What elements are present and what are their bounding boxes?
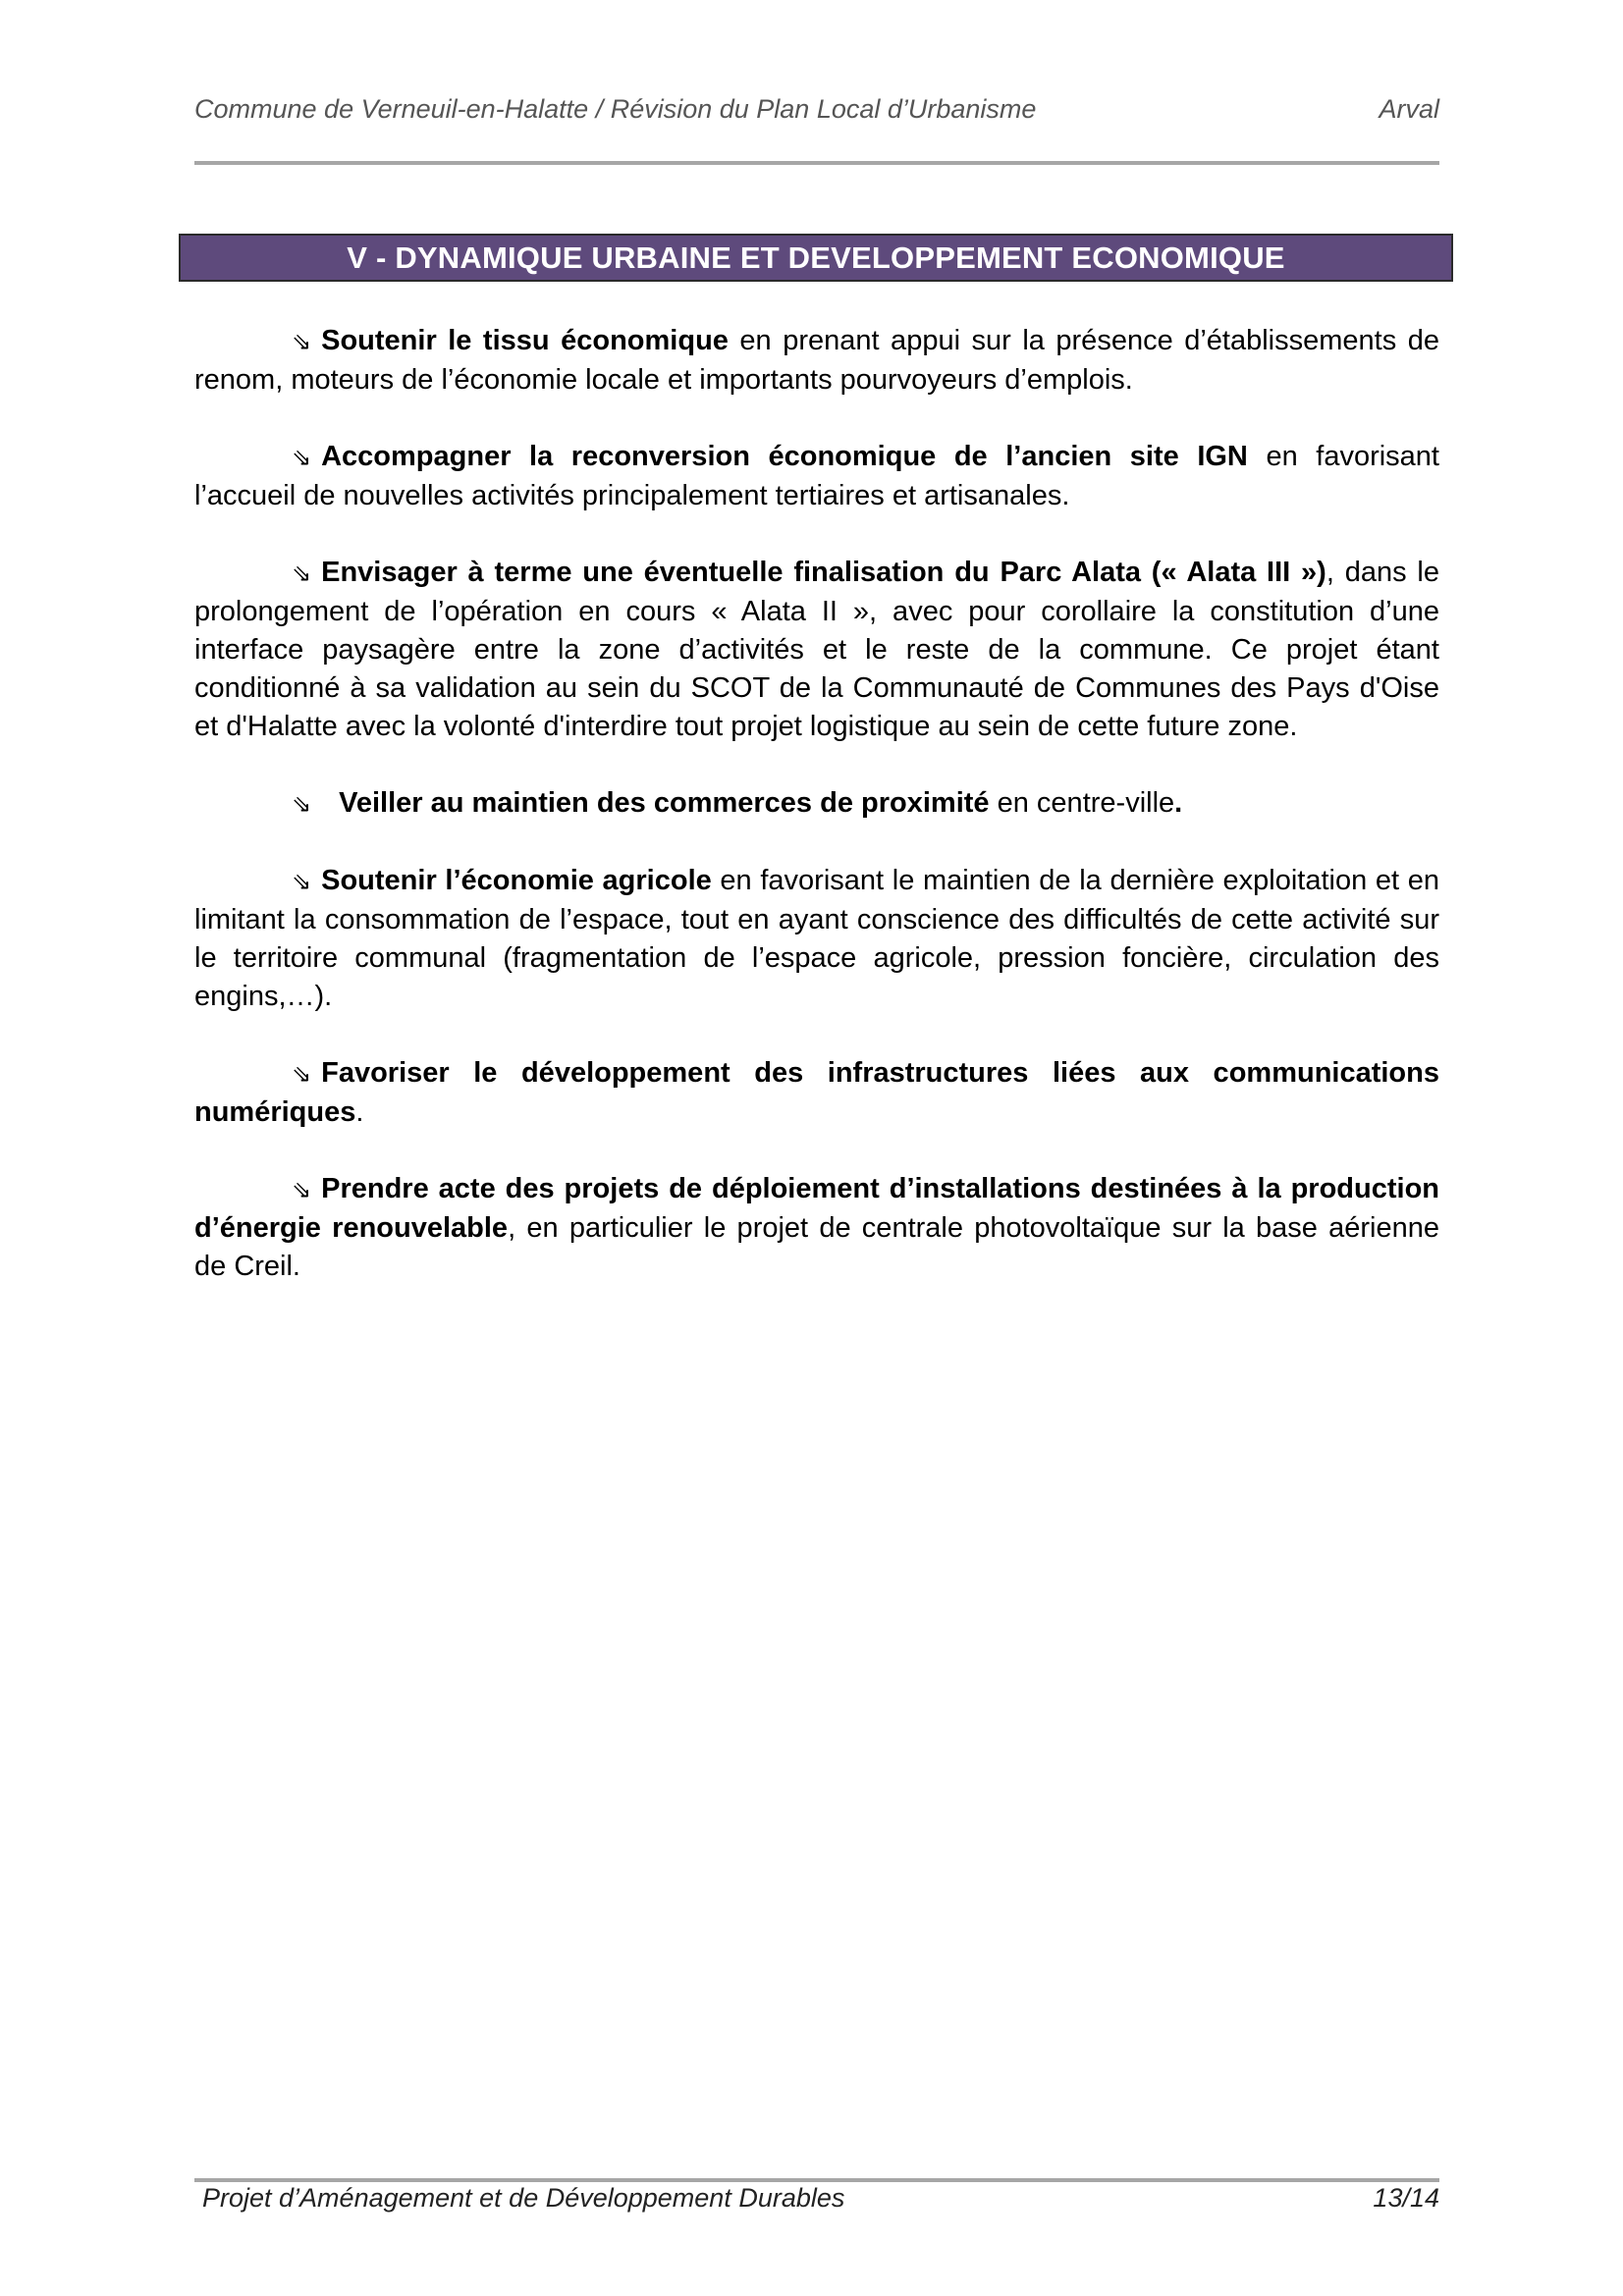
paragraph-communications-numeriques bbox=[194, 1054, 1439, 1132]
paragraph-heading: Envisager à terme une éventuelle finalisation du Parc Alata (« Alata III ») bbox=[321, 557, 1326, 588]
section-title: V - DYNAMIQUE URBAINE ET DEVELOPPEMENT ECONOMIQUE bbox=[179, 234, 1453, 282]
paragraph-text: en centre-ville bbox=[989, 787, 1175, 819]
arrow-icon: ⇘ bbox=[292, 444, 312, 471]
paragraph-heading: Favoriser le développement des infrastructures liées aux communications numériques bbox=[194, 1057, 1439, 1128]
arrow-icon: ⇘ bbox=[292, 1060, 312, 1088]
arrow-icon: ⇘ bbox=[292, 868, 312, 895]
paragraph-text: en favorisant l’accueil de nouvelles activités principalement tertiaires et artisanales. bbox=[194, 441, 1439, 511]
arrow-icon: ⇘ bbox=[292, 328, 312, 355]
paragraph-heading: Soutenir le tissu économique bbox=[321, 325, 729, 356]
paragraph-heading-end: . bbox=[1174, 787, 1183, 819]
paragraph-heading: Veiller au maintien des commerces de proximité bbox=[339, 787, 990, 819]
paragraph-site-ign bbox=[194, 438, 1439, 515]
paragraph-tissu-economique bbox=[194, 322, 1439, 400]
paragraph-parc-alata bbox=[194, 554, 1439, 746]
page-body bbox=[194, 322, 1439, 1324]
paragraph-heading: Accompagner la reconversion économique de l’ancien site IGN bbox=[321, 441, 1248, 472]
arrow-icon: ⇘ bbox=[292, 560, 312, 587]
paragraph-heading: Soutenir l’économie agricole bbox=[321, 865, 712, 896]
header-document-title: Commune de Verneuil-en-Halatte / Révision du Plan Local d’Urbanisme bbox=[194, 94, 1037, 124]
header-author: Arval bbox=[1379, 94, 1439, 124]
paragraph-text: . bbox=[355, 1096, 364, 1128]
arrow-icon: ⇘ bbox=[292, 1176, 312, 1203]
footer-divider bbox=[194, 2178, 1439, 2182]
page-number: 13/14 bbox=[1373, 2183, 1439, 2213]
paragraph-economie-agricole bbox=[194, 862, 1439, 1016]
header-divider bbox=[194, 161, 1439, 165]
arrow-icon: ⇘ bbox=[292, 790, 312, 818]
paragraph-text: en prenant appui sur la présence d’établissements de renom, moteurs de l’économie locale et importants pourvoyeurs d’emplois. bbox=[194, 325, 1439, 396]
page-header bbox=[194, 94, 1439, 130]
paragraph-text: , dans le prolongement de l’opération en cours « Alata II », avec pour corollaire la constitution d’une interface paysagère entre la zone d’activités et le reste de la commune. Ce projet étant conditionné à sa validation au sein du SCOT de la Communauté de Communes des Pays d'Oise et d'Halatte avec la volonté d'interdire tout projet logistique au sein de cette future zone. bbox=[194, 557, 1439, 742]
paragraph-energie-renouvelable bbox=[194, 1170, 1439, 1286]
paragraph-text: en favorisant le maintien de la dernière exploitation et en limitant la consommation de l’espace, tout en ayant conscience des difficultés de cette activité sur le territoire communal (fragmentation de l’espace agricole, pression foncière, circulation des engins,…). bbox=[194, 865, 1439, 1012]
page-footer bbox=[202, 2183, 1439, 2218]
footer-document-type: Projet d’Aménagement et de Développement Durables bbox=[202, 2183, 845, 2213]
paragraph-text: , en particulier le projet de centrale photovoltaïque sur la base aérienne de Creil. bbox=[194, 1212, 1439, 1282]
paragraph-commerces bbox=[194, 784, 1439, 824]
paragraph-heading: Prendre acte des projets de déploiement d’installations destinées à la production d’énergie renouvelable bbox=[194, 1173, 1439, 1244]
